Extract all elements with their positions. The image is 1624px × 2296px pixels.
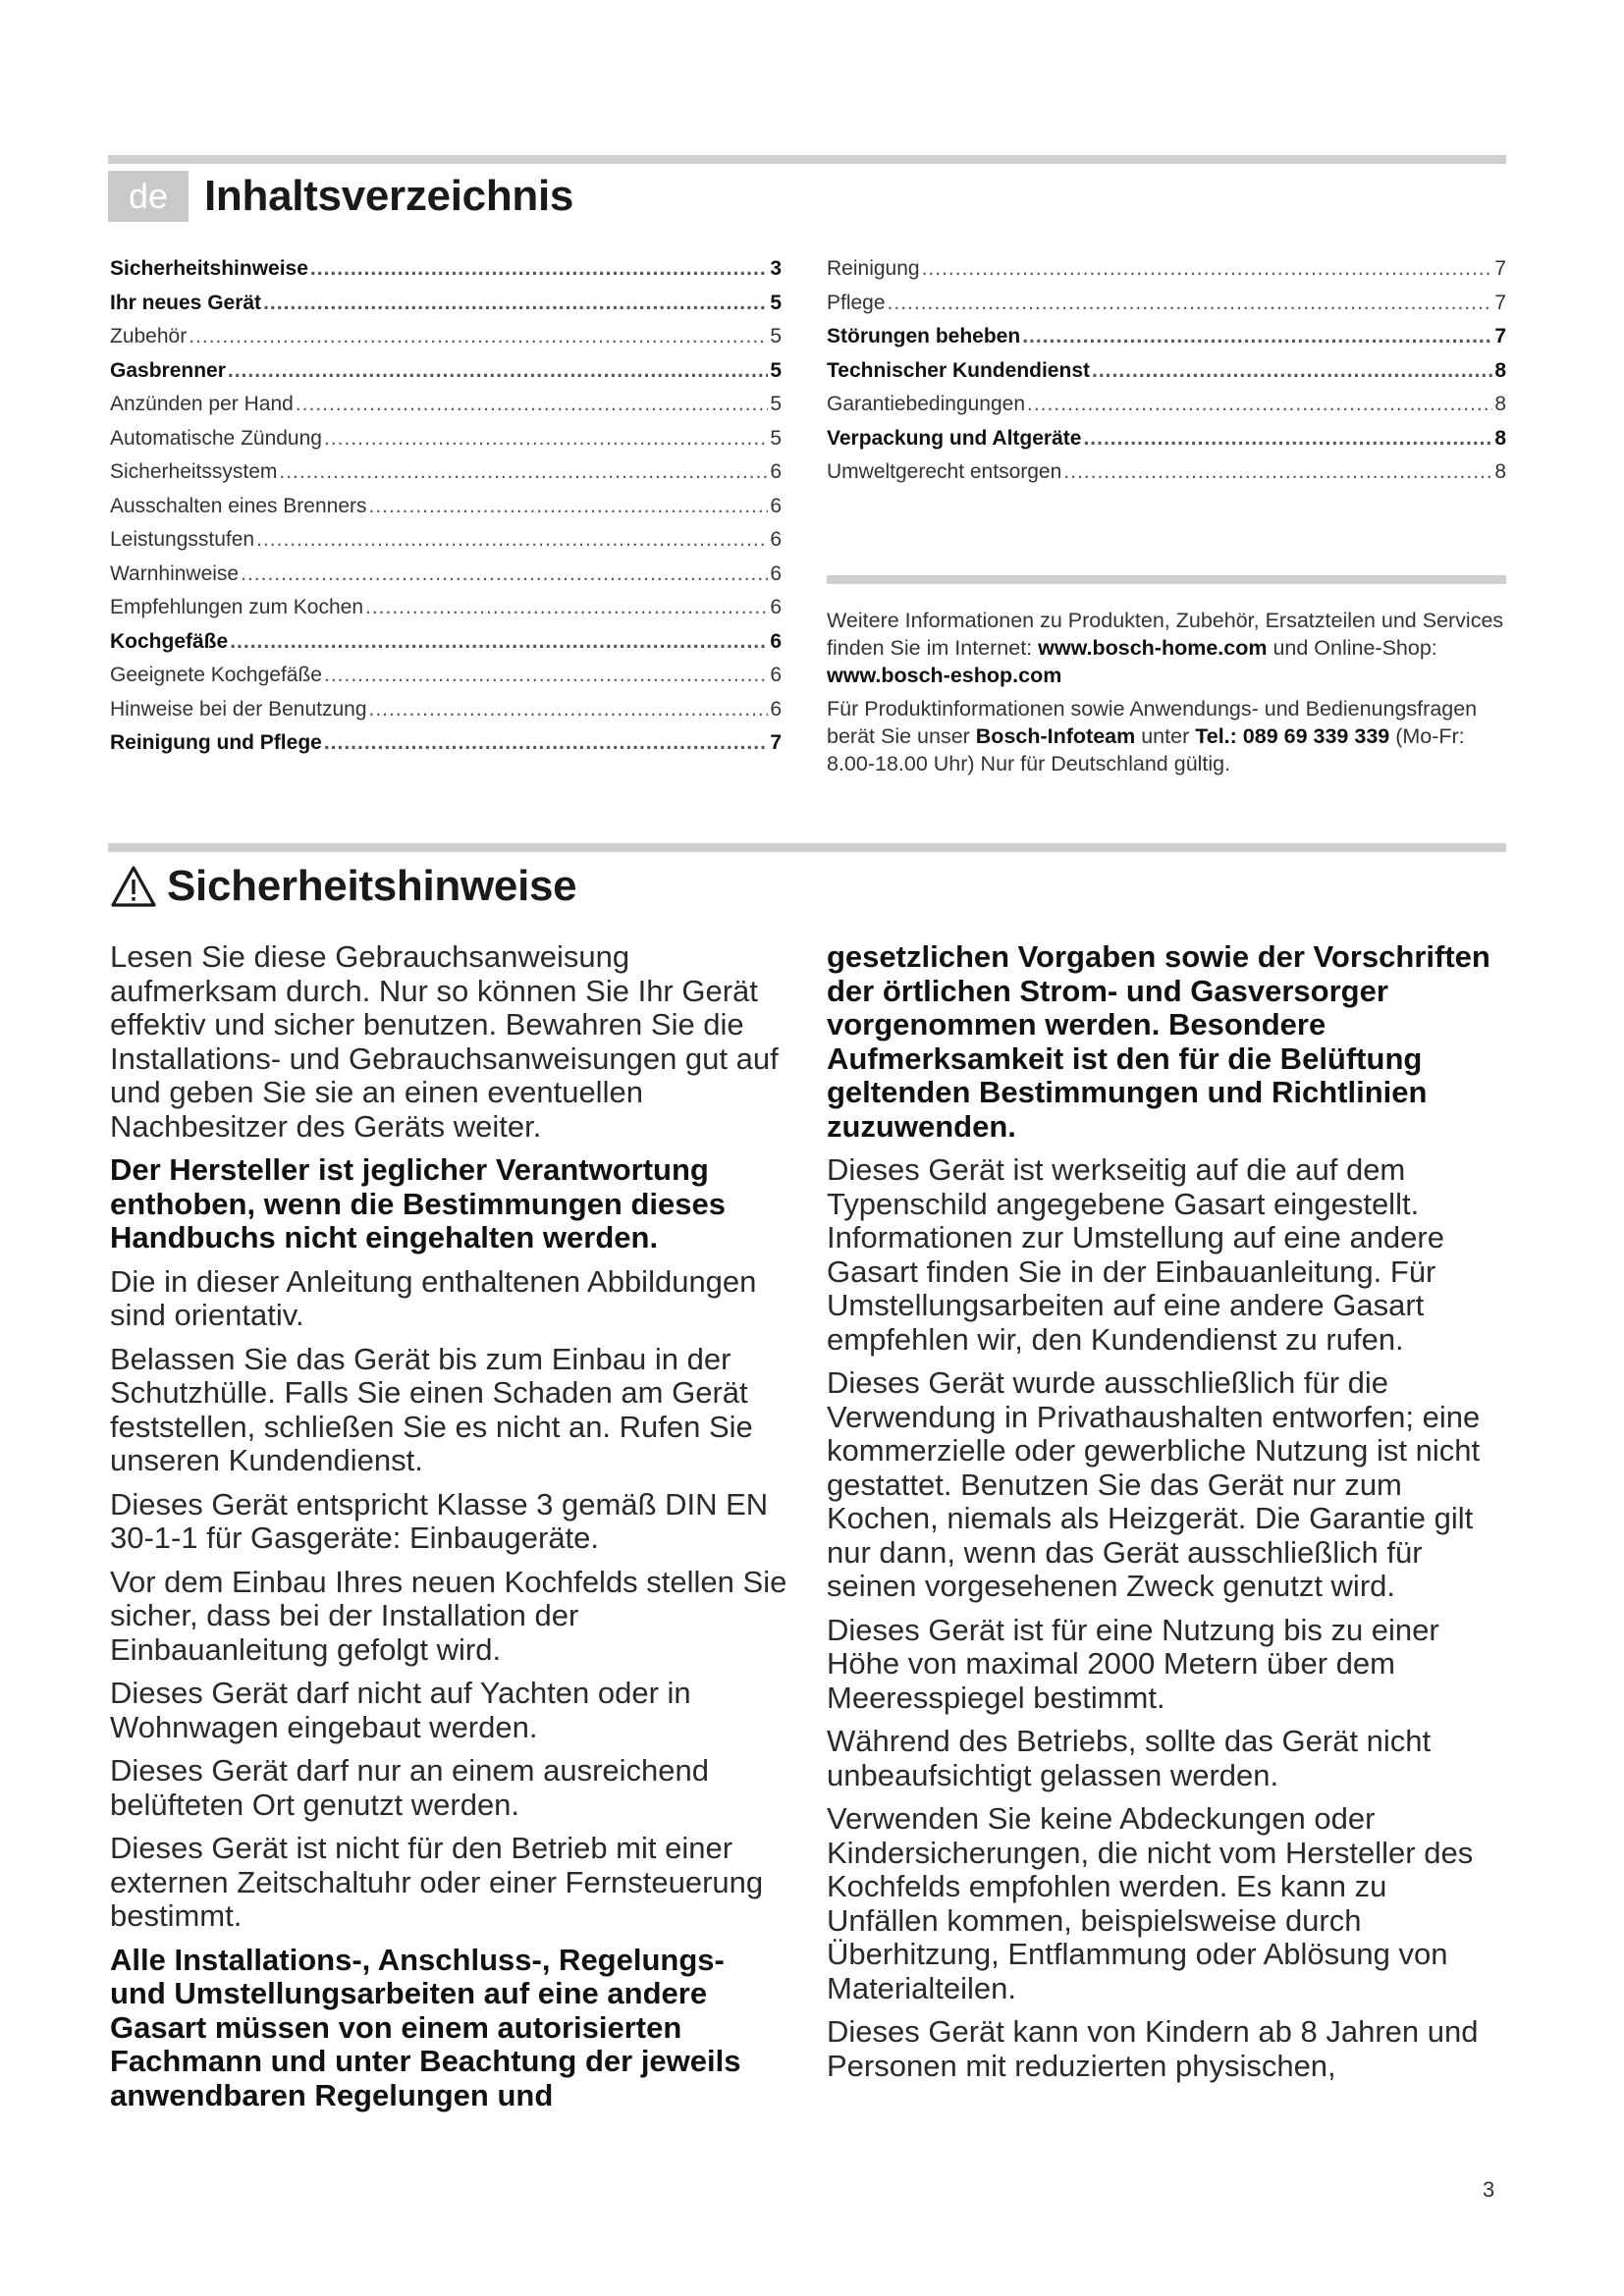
toc-entry[interactable] [110,427,782,461]
safety-paragraph: Dieses Gerät wurde ausschließlich für die Verwendung in Privathaushalten entworfen; eine kommerzielle oder gewerbliche Nutzung ist nicht gestattet. Benutzen Sie das Gerät nur zum Kochen, niemals als Heizgerät. Die Garantie gilt nur dann, wenn das Gerät ausschließlich für seinen vorgesehenen Zweck genutzt wird. [827,1365,1481,1603]
toc-entry-label: Sicherheitssystem [110,460,278,483]
toc-leader [1083,427,1492,451]
toc-leader [1027,393,1492,416]
safety-right-column [827,940,1504,2093]
toc-leader [1063,460,1492,484]
toc-entry-page: 8 [1494,426,1506,450]
safety-title: Sicherheitshinweise [167,862,577,910]
toc-entry-label: Garantiebedingungen [827,393,1026,415]
toc-entry-label: Ihr neues Gerät [110,291,262,314]
infoteam-name: Bosch-Infoteam [975,724,1136,748]
toc-entry-page: 7 [1494,291,1506,314]
toc-entry[interactable] [110,664,782,698]
top-divider [108,155,1506,164]
toc-entry-label: Geeignete Kochgefäße [110,664,322,686]
toc-entry[interactable] [110,528,782,562]
toc-entry-page: 5 [770,393,782,415]
toc-entry-page: 6 [770,561,782,585]
toc-entry[interactable] [827,325,1506,359]
toc-entry-label: Reinigung [827,257,920,280]
toc-leader [296,393,769,416]
toc-title: Inhaltsverzeichnis [204,172,574,220]
toc-leader [189,325,768,348]
toc-leader [888,292,1493,315]
toc-entry-label: Warnhinweise [110,561,240,585]
info-text: und Online-Shop: [1267,636,1437,660]
toc-entry[interactable] [110,596,782,630]
safety-paragraph: Die in dieser Anleitung enthaltenen Abbildungen sind orientativ. [110,1263,757,1332]
safety-paragraph: Alle Installations-, Anschluss-, Regelungs- und Umstellungsarbeiten auf eine andere Gasart müssen von einem autorisierten Fachmann und unter Beachtung der jeweils anwendbaren Regelungen und [110,1942,741,2112]
toc-leader [256,528,768,552]
toc-entry[interactable] [110,257,782,292]
warning-triangle-icon [110,865,157,908]
toc-entry[interactable] [827,292,1506,326]
toc-entry-label: Kochgefäße [110,629,229,653]
safety-paragraph: Vor dem Einbau Ihres neuen Kochfelds stellen Sie sicher, dass bei der Installation der Einbauanleitung gefolgt wird. [110,1564,787,1667]
toc-leader [310,257,768,281]
info-divider [827,575,1506,584]
safety-paragraph: Dieses Gerät ist für eine Nutzung bis zu einer Höhe von maximal 2000 Metern über dem Meeresspiegel bestimmt. [827,1612,1439,1715]
info-text: Weitere Informationen zu Produkten, Zubehör, Ersatzteilen und Services finden Sie im Internet: [827,609,1504,660]
toc-entry-label: Umweltgerecht entsorgen [827,460,1062,483]
toc-entry[interactable] [827,257,1506,292]
toc-leader [241,562,768,586]
safety-paragraph: Dieses Gerät darf nur an einem ausreichend belüfteten Ort genutzt werden. [110,1753,709,1822]
toc-entry[interactable] [827,460,1506,495]
bosch-eshop-link[interactable]: www.bosch-eshop.com [827,664,1062,687]
toc-entry-page: 8 [1494,460,1506,483]
toc-entry-label: Automatische Zündung [110,426,322,450]
toc-entry[interactable] [110,562,782,597]
info-block [827,607,1514,783]
toc-entry[interactable] [110,393,782,427]
toc-entry-label: Zubehör [110,325,188,347]
safety-divider [108,843,1506,852]
safety-header [110,856,576,917]
page-number: 3 [1483,2177,1495,2202]
toc-entry-page: 6 [770,596,782,618]
toc-leader [324,664,768,687]
toc-leader [369,495,769,518]
toc-entry[interactable] [110,630,782,665]
toc-leader [324,427,768,451]
toc-entry[interactable] [827,359,1506,394]
toc-entry-page: 7 [1494,257,1506,280]
toc-entry-label: Reinigung und Pflege [110,731,322,754]
toc-entry-page: 6 [770,629,782,653]
toc-entry-page: 7 [1494,325,1506,347]
toc-entry[interactable] [110,731,782,766]
safety-paragraph: Dieses Gerät ist werkseitig auf die auf dem Typenschild angegebene Gasart eingestellt. Informationen zur Umstellung auf eine andere Gasart finden Sie in der Einbauanleitung. Für Umstellungsarbeiten auf eine andere Gasart empfehlen wir, den Kundendienst zu rufen. [827,1152,1444,1357]
toc-entry[interactable] [827,427,1506,461]
toc-entry[interactable] [110,460,782,495]
toc-entry[interactable] [110,325,782,359]
toc-entry-page: 5 [770,291,782,314]
toc-leader [922,257,1493,281]
toc-entry-label: Anzünden per Hand [110,393,294,415]
toc-entry-page: 6 [770,664,782,686]
toc-entry-label: Störungen beheben [827,325,1021,347]
language-badge: de [108,171,189,222]
toc-entry-page: 5 [770,325,782,347]
safety-paragraph: gesetzlichen Vorgaben sowie der Vorschriften der örtlichen Strom- und Gasversorger vorgenommen werden. Besondere Aufmerksamkeit ist den für die Belüftung geltenden Bestimmungen und Richtlinien zuzuwenden. [827,939,1490,1144]
toc-entry-page: 8 [1494,393,1506,415]
info-text: Für Produktinformationen sowie Anwendungs- und Bedienungsfragen berät Sie unser [827,697,1478,748]
toc-leader [228,359,768,383]
toc-entry-label: Ausschalten eines Brenners [110,494,367,517]
toc-entry-label: Empfehlungen zum Kochen [110,596,363,618]
toc-entry-page: 6 [770,494,782,517]
toc-entry-label: Technischer Kundendienst [827,358,1090,382]
toc-leader [1022,325,1492,348]
toc-entry[interactable] [110,292,782,326]
safety-paragraph: Lesen Sie diese Gebrauchsanweisung aufmerksam durch. Nur so können Sie Ihr Gerät effektiv und sicher benutzen. Bewahren Sie die Installations- und Gebrauchsanweisungen gut auf und geben Sie sie an einen eventuellen Nachbesitzer des Geräts weiter. [110,939,779,1144]
safety-paragraph: Dieses Gerät darf nicht auf Yachten oder in Wohnwagen eingebaut werden. [110,1676,691,1744]
safety-paragraph: Dieses Gerät kann von Kindern ab 8 Jahren und Personen mit reduzierten physischen, [827,2014,1479,2083]
safety-left-column [110,940,787,2122]
info-text: unter [1135,724,1196,748]
toc-leader [263,292,768,315]
toc-right-column [827,257,1506,495]
info-web-paragraph [827,607,1514,689]
toc-entry-label: Verpackung und Altgeräte [827,426,1082,450]
toc-entry-page: 5 [770,426,782,450]
toc-entry[interactable] [110,359,782,394]
safety-paragraph: Belassen Sie das Gerät bis zum Einbau in der Schutzhülle. Falls Sie einen Schaden am Gerät feststellen, schließen Sie es nicht an. Rufen Sie unseren Kundendienst. [110,1341,753,1477]
toc-entry-page: 3 [770,257,782,280]
toc-entry-label: Pflege [827,291,886,314]
safety-paragraph: Der Hersteller ist jeglicher Verantwortung enthoben, wenn die Bestimmungen dieses Handbuchs nicht eingehalten werden. [110,1152,726,1255]
info-text: (Mo-Fr: 8.00-18.00 Uhr) Nur für Deutschland gültig. [827,724,1465,775]
toc-entry-page: 6 [770,460,782,483]
bosch-home-link[interactable]: www.bosch-home.com [1038,636,1268,660]
toc-entry-label: Sicherheitshinweise [110,257,308,280]
toc-entry-page: 8 [1494,358,1506,382]
toc-entry-page: 5 [770,358,782,382]
toc-leader [365,596,768,619]
toc-leader [230,630,768,654]
toc-entry-label: Leistungsstufen [110,528,255,551]
toc-left-column [110,257,782,766]
toc-entry[interactable] [110,495,782,529]
toc-entry[interactable] [827,393,1506,427]
safety-paragraph: Dieses Gerät entspricht Klasse 3 gemäß DIN EN 30-1-1 für Gasgeräte: Einbaugeräte. [110,1486,769,1555]
toc-leader [369,698,769,721]
safety-paragraph: Während des Betriebs, sollte das Gerät nicht unbeaufsichtigt gelassen werden. [827,1724,1432,1792]
toc-leader [279,460,768,484]
hotline-phone: Tel.: 089 69 339 339 [1195,724,1390,748]
toc-entry-page: 6 [770,528,782,551]
safety-paragraph: Verwenden Sie keine Abdeckungen oder Kindersicherungen, die nicht vom Hersteller des Kochfelds empfohlen werden. Es kann zu Unfällen kommen, beispielsweise durch Überhitzung, Entflammung oder Ablösung von Materialteilen. [827,1801,1474,2005]
toc-leader [1092,359,1492,383]
toc-entry[interactable] [110,698,782,732]
info-hotline-paragraph [827,695,1514,777]
toc-leader [324,731,768,755]
toc-header [108,169,573,224]
safety-paragraph: Dieses Gerät ist nicht für den Betrieb mit einer externen Zeitschaltuhr oder einer Fernsteuerung bestimmt. [110,1831,764,1933]
toc-entry-label: Hinweise bei der Benutzung [110,697,367,721]
toc-entry-label: Gasbrenner [110,358,226,382]
toc-entry-page: 6 [770,697,782,721]
toc-entry-page: 7 [770,731,782,754]
